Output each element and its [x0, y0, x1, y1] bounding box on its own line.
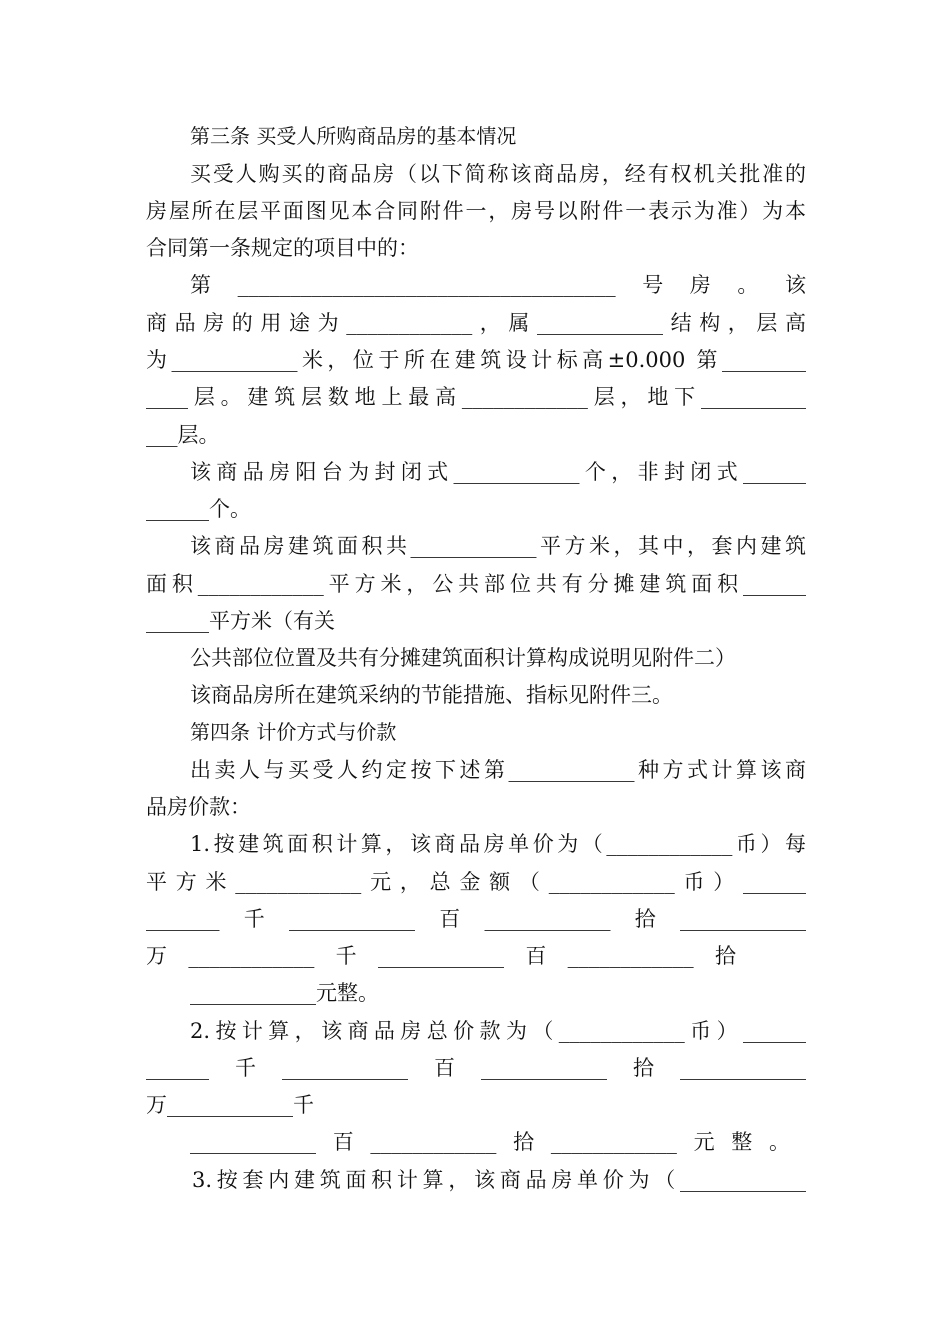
method-3-line: 3.按套内建筑面积计算，该商品房单价为（____________ [192, 1168, 806, 1192]
paragraph-line: ____________元整。 [190, 981, 379, 1005]
method-1-line: 1.按建筑面积计算，该商品房单价为（____________币）每 [190, 832, 806, 856]
balcony-line: 该商品房阳台为封闭式____________个，非封闭式______ [190, 460, 806, 484]
paragraph-line: ___层。 [146, 423, 220, 447]
paragraph-line: 万____________千____________百____________拾 [146, 944, 736, 968]
paragraph-line: 合同第一条规定的项目中的： [146, 236, 419, 260]
paragraph-line: 品房价款： [146, 795, 251, 819]
paragraph-line: ______平方米（有关 [146, 609, 335, 633]
area-line: 该商品房建筑面积共____________平方米，其中，套内建筑 [190, 534, 806, 558]
paragraph-line: 万____________千 [146, 1093, 314, 1117]
paragraph-line: ____层。建筑层数地上最高____________层，地下__________ [146, 385, 806, 409]
article-3-heading: 第三条 买受人所购商品房的基本情况 [190, 124, 517, 148]
paragraph-line: _______千____________百____________拾____________ [146, 907, 806, 931]
paragraph-line: ____________百____________拾____________元整。 [190, 1130, 790, 1154]
method-2-line: 2.按计算，该商品房总价款为（____________币）______ [190, 1019, 806, 1043]
room-number-line: 第____________________________________号房。该 [190, 273, 806, 297]
paragraph-line: 商品房的用途为____________，属____________结构，层高 [146, 311, 806, 335]
paragraph-line: 公共部位位置及共有分摊建筑面积计算构成说明见附件二） [190, 646, 736, 670]
paragraph-line: 出卖人与买受人约定按下述第____________种方式计算该商 [190, 758, 806, 782]
paragraph-line: 面积____________平方米，公共部位共有分摊建筑面积______ [146, 572, 806, 596]
paragraph-line: 买受人购买的商品房（以下简称该商品房，经有权机关批准的 [190, 162, 806, 186]
paragraph-line: 平方米____________元，总金额（____________币）______ [146, 870, 806, 894]
paragraph-line: 该商品房所在建筑采纳的节能措施、指标见附件三。 [190, 683, 673, 707]
paragraph-line: 房屋所在层平面图见本合同附件一，房号以附件一表示为准）为本 [146, 199, 806, 223]
paragraph-line: ______千____________百____________拾____________ [146, 1056, 806, 1080]
paragraph-line: ______个。 [146, 497, 251, 521]
article-4-heading: 第四条 计价方式与价款 [190, 720, 397, 744]
paragraph-line: 为____________米，位于所在建筑设计标高±0.000 第________ [146, 348, 806, 372]
